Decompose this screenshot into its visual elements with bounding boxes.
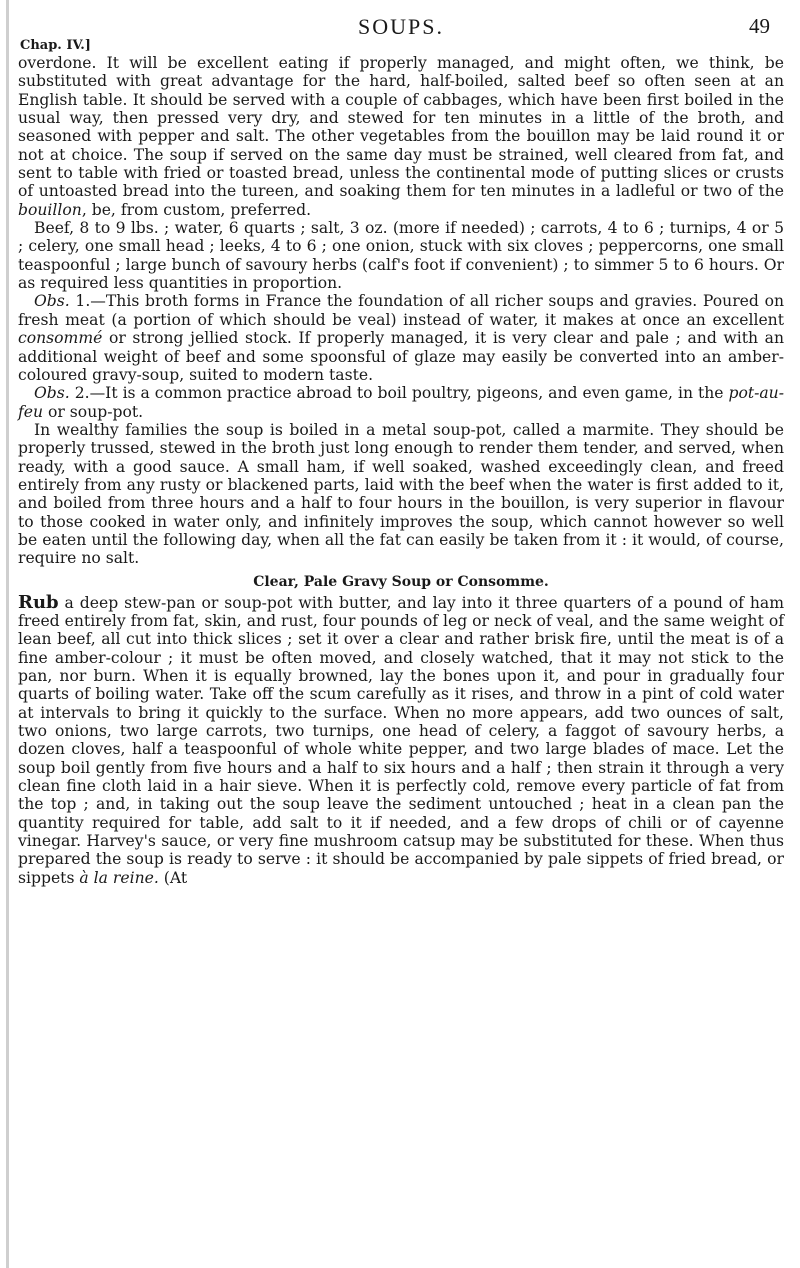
chapter-reference: Chap. IV.] xyxy=(20,38,91,53)
italic-term: pot-au-feu xyxy=(18,384,784,421)
observation-2 xyxy=(18,384,784,421)
body-text xyxy=(18,54,784,568)
marmite-paragraph xyxy=(18,421,784,568)
paragraph-text: or soup-pot. xyxy=(43,402,144,421)
paragraph-text: (At xyxy=(158,868,188,887)
recipe-text xyxy=(18,591,784,888)
paragraph-text: Beef, 8 to 9 lbs. ; water, 6 quarts ; salt, 3 oz. (more if needed) ; carrots, 4 to 6 ; turnips, 4 or 5 ; celery, one small head ; leeks, 4 to 6 ; one onion, stuck with six cloves ; peppercorns, one small teaspoonful ; large bunch of savoury herbs (calf's foot if convenient) ; to simmer 5 to 6 hours. Or as required less quantities in proportion. xyxy=(18,219,784,293)
running-head xyxy=(18,0,784,38)
paragraph-text: 1.—This broth forms in France the foundation of all richer soups and gravies. Poured on fresh meat (a portion of which should be veal) instead of water, it makes at once an excellent xyxy=(18,292,784,329)
italic-term: à la reine. xyxy=(79,868,159,887)
paragraph-text: overdone. It will be excellent eating if properly managed, and might often, we think, be substituted with great advantage for the hard, half-boiled, salted beef so often seen at an English table. It should be served with a couple of cabbages, which have been first boiled in the usual way, then pressed very dry, and stewed for ten minutes in a little of the broth, and seasoned with pepper and salt. The other vegetables from the bouillon may be laid round it or not at choice. The soup if served on the same day must be strained, well cleared from fat, and sent to table with fried or toasted bread, unless the continental mode of putting slices or crusts of untoasted bread into the tureen, and soaking them for ten minutes in a ladleful or two of the xyxy=(18,54,784,201)
running-title: SOUPS. xyxy=(358,14,444,39)
paragraph-text: or strong jellied stock. If properly managed, it is very clear and pale ; and with an additional weight of beef and some spoonsful of glaze may easily be converted into an amber-coloured gravy-soup, suited to modern taste. xyxy=(18,329,784,384)
italic-term: bouillon xyxy=(18,200,82,219)
recipe-paragraph xyxy=(18,591,784,888)
page-number: 49 xyxy=(749,14,770,38)
italic-term: consommé xyxy=(18,329,103,348)
recipe-first-word: Rub xyxy=(18,591,59,613)
paragraph-continuation xyxy=(18,54,784,219)
paragraph-text: In wealthy families the soup is boiled in a metal soup-pot, called a marmite. They should be properly trussed, stewed in the broth just long enough to render them tender, and served, when ready, with a good sauce. A small ham, if well soaked, washed exceedingly clean, and freed entirely from any rusty or blackened parts, laid with the beef when the water is first added to it, and boiled from three hours and a half to four hours in the bouillon, is very superior in flavour to those cooked in water only, and infinitely improves the soup, which cannot however so well be eaten until the following day, when all the fat can easily be taken from it : it would, of course, require no salt. xyxy=(18,420,784,568)
paragraph-text: , be, from custom, preferred. xyxy=(81,200,312,219)
recipe-heading: Clear, Pale Gravy Soup or Consomme. xyxy=(253,573,549,590)
obs-label: Obs. xyxy=(34,292,70,311)
page-edge-shadow xyxy=(6,0,9,1268)
observation-1 xyxy=(18,292,784,384)
ingredients-paragraph xyxy=(18,219,784,292)
obs-label: Obs. xyxy=(34,384,70,403)
paragraph-text: a deep stew-pan or soup-pot with butter, and lay into it three quarters of a pound of ham freed entirely from fat, skin, and rust, four pounds of leg or neck of veal, and the same weight of lean beef, all cut into thick slices ; set it over a clear and rather brisk fire, until the meat is of a fine amber-colour ; it must be often moved, and closely watched, that it may not stick to the pan, nor burn. When it is equally browned, lay the bones upon it, and pour in gradually four quarts of boiling water. Take off the scum carefully as it rises, and throw in a pint of cold water at intervals to bring it quickly to the surface. When no more appears, add two ounces of salt, two onions, two large carrots, two turnips, one head of celery, a faggot of savoury herbs, a dozen cloves, half a teaspoonful of whole white pepper, and two large blades of mace. Let the soup boil gently from five hours and a half to six hours and a half ; then strain it through a very clean fine cloth laid in a hair sieve. When it is perfectly cold, remove every particle of fat from the top ; and, in taking out the soup leave the sediment untouched ; heat in a clean pan the quantity required for table, add salt to it if needed, and a few drops of chili or of cayenne vinegar. Harvey's sauce, or very fine mushroom catsup may be substituted for these. When thus prepared the soup is ready to serve : it should be accompanied by pale sippets of fried bread, or sippets xyxy=(18,593,784,887)
paragraph-text: 2.—It is a common practice abroad to boil poultry, pigeons, and even game, in the xyxy=(69,384,729,403)
